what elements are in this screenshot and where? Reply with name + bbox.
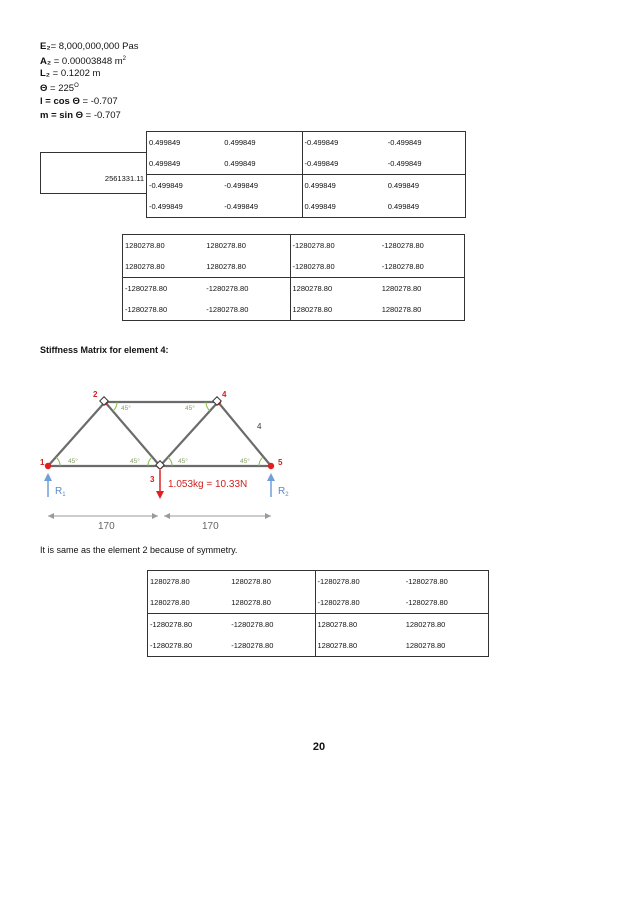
matrix-cell: -1280278.80 [315,592,404,614]
reaction-label-1: $R_1$ [55,486,66,498]
property-label: Θ [40,83,48,95]
dimension-label-1: 170 [98,521,115,532]
matrix-cell: -0.499849 [147,196,223,218]
truss-figure [38,383,308,535]
matrix-row [147,153,466,175]
node-label-3: 3 [150,475,155,484]
element-label: 4 [257,422,262,431]
angle-arc [56,457,60,466]
matrix-cell: 1280278.80 [123,256,205,278]
reaction-label-2: $R_2$ [278,486,289,498]
property-label: A₂ [40,56,52,68]
property-label: E₂ [40,41,51,52]
matrix-cell: 1280278.80 [148,592,230,614]
page-number: 20 [312,741,326,753]
symmetry-note: It is same as the element 2 because of symmetry. [40,545,238,555]
matrix-row [123,278,465,300]
reaction-arrow-2 [267,473,275,497]
matrix-cell: -1280278.80 [404,592,489,614]
property-L [40,67,100,80]
property-label: L₂ [40,68,51,79]
matrix-cell: -0.499849 [302,132,386,154]
matrix-cell: 1280278.80 [290,299,380,321]
matrix-cell: -1280278.80 [123,299,205,321]
property-label: l = cos Θ [40,96,80,107]
matrix-row [123,256,465,278]
angle-markers [56,402,263,466]
member-2-3 [105,402,160,466]
matrix-cell: -1280278.80 [315,571,404,593]
matrix-cell: 1280278.80 [404,614,489,636]
dimension-lines [48,513,271,519]
node-label-4: 4 [222,390,227,399]
matrix-row [123,235,465,257]
matrix-cell: 1280278.80 [290,278,380,300]
matrix-cell: -0.499849 [222,175,302,197]
matrix-cell: 0.499849 [222,132,302,154]
matrix-cell: 0.499849 [147,132,223,154]
property-l [40,95,118,108]
node-5 [268,463,274,469]
matrix-cell: 1280278.80 [204,235,290,257]
matrix-2 [122,234,465,321]
member-1-2 [48,402,105,466]
section-heading: Stiffness Matrix for element 4: [40,345,169,355]
matrix-row [147,196,466,218]
angle-label: 45° [68,458,78,465]
matrix-cell: 1280278.80 [148,571,230,593]
node-label-2: 2 [93,390,98,399]
truss-members [48,402,271,466]
property-m [40,109,121,122]
matrix-cell: -1280278.80 [204,278,290,300]
matrix-cell: 1280278.80 [404,635,489,657]
matrix-cell: 1280278.80 [380,278,465,300]
property-value: = 8,000,000,000 Pas [50,41,139,52]
joint-symbols [100,397,221,469]
matrix-cell: -1280278.80 [380,256,465,278]
property-value: = 225 [47,83,75,95]
matrix-cell: -0.499849 [147,175,223,197]
scalar-cell [40,152,146,194]
matrix-cell: 0.499849 [386,196,466,218]
load-label: 1.053kg = 10.33N [168,479,248,490]
matrix-cell: -1280278.80 [229,635,315,657]
matrix-cell: -0.499849 [386,153,466,175]
load-arrow [156,470,164,499]
matrix-cell: 0.499849 [224,159,256,168]
angle-arc [113,402,117,411]
matrix-cell: -1280278.80 [290,256,380,278]
matrix-cell: -1280278.80 [380,235,465,257]
matrix-row [148,614,489,636]
matrix-cell: -1280278.80 [123,278,205,300]
matrix-cell: -1280278.80 [148,614,230,636]
matrix-cell: -1280278.80 [204,299,290,321]
matrix-cell: -0.499849 [302,153,386,175]
angle-arc [206,402,210,411]
matrix-cell: -0.499849 [222,196,302,218]
matrix-cell: -0.499849 [386,132,466,154]
matrix-row [123,299,465,321]
property-theta [40,80,79,95]
matrix-cell: 1280278.80 [206,262,246,271]
matrix-cell: -1280278.80 [404,571,489,593]
scalar-value: 2561331.11 [104,174,144,183]
matrix-cell: 1280278.80 [229,571,315,593]
property-value: = 0.1202 m [50,68,101,79]
member-4-5 [218,402,271,466]
matrix-cell: 1280278.80 [380,299,465,321]
node-label-1: 1 [40,458,45,467]
angle-label: 45° [185,405,195,412]
property-value: = -0.707 [79,96,118,107]
matrix-row [147,132,466,154]
property-A [40,53,126,68]
angle-arc [168,457,172,466]
matrix-cell: 1280278.80 [123,235,205,257]
matrix-cell: 1280278.80 [315,614,404,636]
matrix-cell: 0.499849 [147,153,223,175]
matrix-row [148,635,489,657]
matrix-cell: -1280278.80 [229,614,315,636]
property-sup: O [74,83,79,89]
reaction-arrow-1 [44,473,52,497]
node-1 [45,463,51,469]
matrix-3 [147,570,489,657]
node-label-5: 5 [278,458,283,467]
matrix-cell: 1280278.80 [315,635,404,657]
property-E [40,40,139,53]
matrix-1 [146,131,466,218]
property-label: m = sin Θ [40,110,84,121]
matrix-row [148,571,489,593]
matrix-row [147,175,466,197]
matrix-cell: -1280278.80 [290,235,380,257]
angle-arc [148,457,152,466]
angle-arc [259,457,263,466]
matrix-cell: -1280278.80 [148,635,230,657]
property-value: = 0.00003848 m [51,56,123,68]
matrix-cell: 1280278.80 [231,598,271,607]
matrix-row [148,592,489,614]
angle-label: 45° [121,405,131,412]
angle-label: 45° [130,458,140,465]
matrix-cell: 0.499849 [302,175,386,197]
angle-label: 45° [240,458,250,465]
matrix-cell: 0.499849 [302,196,386,218]
dimension-label-2: 170 [202,521,219,532]
property-value: = -0.707 [83,110,121,121]
matrix-cell: 0.499849 [386,175,466,197]
property-sup: 2 [122,56,127,62]
angle-label: 45° [178,458,188,465]
